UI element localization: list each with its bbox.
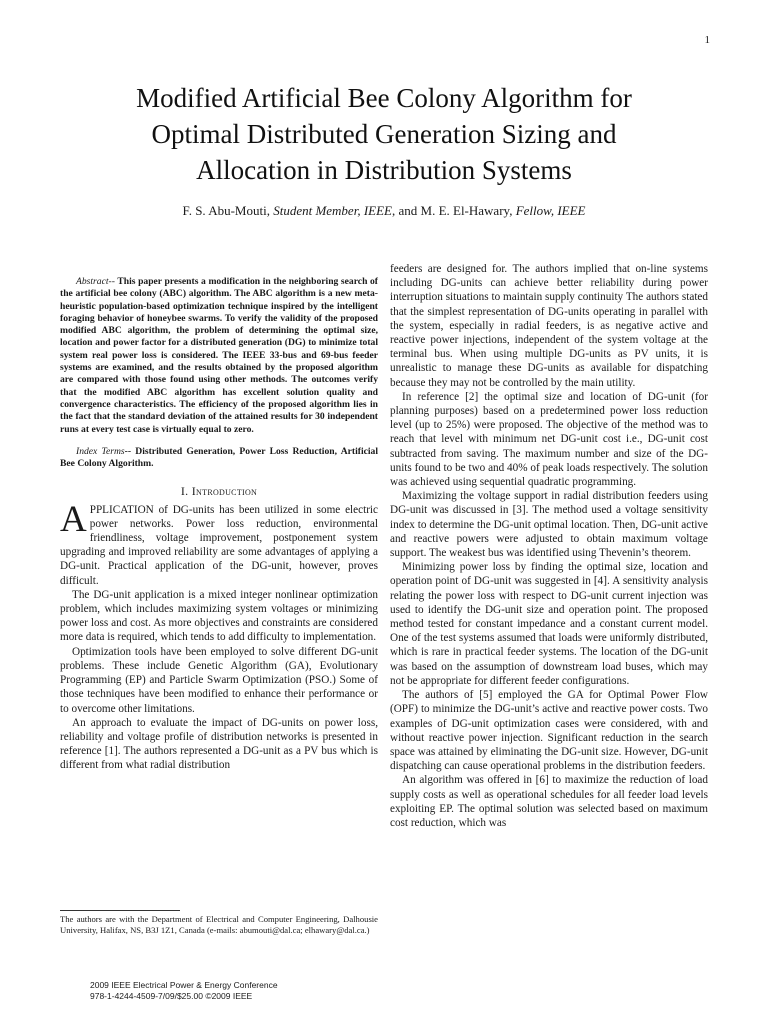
right-paragraph-6: An algorithm was offered in [6] to maximize the reduction of load supply costs as well as operational schedules for all feeder load levels exploiting EP. The optimal solution was selected based on maximum cost reduction, which was <box>390 774 708 829</box>
copyright-line: 978-1-4244-4509-7/09/$25.00 ©2009 IEEE <box>90 991 253 1001</box>
footnote: The authors are with the Department of Electrical and Computer Engineering, Dalhousie University, Halifax, NS, B3J 1Z1, Canada (e-mails: abumouti@dal.ca; elhawary@dal.ca.) <box>60 914 378 935</box>
title-line-3: Allocation in Distribution Systems <box>196 155 572 185</box>
left-column <box>60 276 378 773</box>
right-paragraph-3: Maximizing the voltage support in radial distribution feeders using DG-unit was discussed in [3]. The method used a voltage sensitivity index to determine the DG-unit optimal location. Then, DG-unit active and reactive powers were adjusted to obtain maximum voltage support. The weakest bus was identified using Thevenin’s theorem. <box>390 490 708 560</box>
right-paragraph-5: The authors of [5] employed the GA for Optimal Power Flow (OPF) to minimize the DG-unit’s active and reactive power costs. Two examples of DG-unit optimization cases were considered, with and without reactive power injection. Significant reduction in the search space was attained by eliminating the DG-unit size. However, DG-unit dispatching can cause operational problems in the distribution feeders. <box>390 689 708 773</box>
right-column <box>390 262 708 830</box>
index-terms <box>60 446 378 471</box>
page-number: 1 <box>704 34 710 46</box>
author-joiner: , and M. E. El-Hawary, <box>391 203 513 218</box>
author-1: F. S. Abu-Mouti, <box>182 203 270 218</box>
paper-title <box>60 80 708 188</box>
abstract-text: This paper presents a modification in the neighboring search of the artificial bee colony (ABC) algorithm. The ABC algorithm is a new meta-heuristic population-based optimization technique inspired by the intelligent foraging behavior of honeybee swarms. To verify the validity of the proposed modified ABC algorithm, the problem of determining the optimal size, location and power factor for a distributed generation (DG) to minimize total system real power loss is considered. The IEEE 33-bus and 69-bus feeder systems are examined, and the results obtained by the proposed algorithm are compared with those found using other methods. The outcomes verify that the modified ABC algorithm has excellent solution quality and convergence characteristics. The efficiency of the proposed algorithm lies in the fact that the standard deviation of the attained results for 30 independent runs at every test case is virtually equal to zero. <box>60 276 378 435</box>
intro-paragraph-1 <box>60 498 378 588</box>
title-line-1: Modified Artificial Bee Colony Algorithm for <box>136 83 632 113</box>
index-terms-text: -- Distributed Generation, Power Loss Reduction, Artificial Bee Colony Algorithm. <box>60 445 378 470</box>
right-paragraph-2: In reference [2] the optimal size and location of DG-unit (for planning purposes) based on a predetermined power loss reduction level (up to 25%) were proposed. The objective of the method was to reach that level with minimum net DG-unit cost i.e., DG-unit cost subtracted from saving. The maximum number and size of the DG-units found to be two and 40% of peak loads respectively. The solution was achieved using sequential quadratic programming. <box>390 390 708 489</box>
conference-name: 2009 IEEE Electrical Power & Energy Conference <box>90 980 278 990</box>
conference-info <box>90 980 278 1002</box>
author-2-role: Fellow, IEEE <box>515 203 586 218</box>
section-heading-introduction: I. Introduction <box>180 484 258 499</box>
right-paragraph-1: feeders are designed for. The authors implied that on-line systems including DG-units can achieve better reliability during power interruption situations to maintain supply continuity The authors stated that the simplest representation of DG-units operating in parallel with the system, especially in radial feeders, is as negative active and reactive power injections, independent of the system voltage at the terminal bus. When using multiple DG-units as PV units, it is unrealistic to manage these DG-units as available for dispatching because they may not be controlled by the main utility. <box>390 263 708 389</box>
right-paragraph-4: Minimizing power loss by finding the optimal size, location and operation point of DG-unit was suggested in [4]. A sensitivity analysis relating the power loss with respect to DG-unit current injection was used to identify the DG-unit size and operation point. The proposed method tested for constant impedance and a constant current model. One of the test systems assumed that loads were uniformly distributed, which is rare in practical feeder systems. The location of the DG-unit was based on the assumption of downstream load buses, which may not be appropriate for different feeder configurations. <box>390 561 708 687</box>
author-line <box>60 203 708 219</box>
abstract <box>60 276 378 436</box>
author-1-role: Student Member, IEEE <box>273 203 392 218</box>
intro-paragraph-4: An approach to evaluate the impact of DG-units on power loss, reliability and voltage profile of distribution networks is presented in reference [1]. The authors represented a DG-unit as a PV bus which is different from what radial distribution <box>60 716 378 772</box>
title-line-2: Optimal Distributed Generation Sizing and <box>151 119 617 149</box>
intro-paragraph-2: The DG-unit application is a mixed integer nonlinear optimization problem, which includes maximizing system voltages or minimizing power loss and cost. As more objectives and constraints are considered more data is required, which tends to add difficulty to implementation. <box>60 588 378 644</box>
intro-paragraph-3: Optimization tools have been employed to solve different DG-unit problems. These include Genetic Algorithm (GA), Evolutionary Programming (EP) and Particle Swarm Optimization (PSO.) Some of those techniques have been modified to enhance their performance or to overcome other limitations. <box>60 645 378 715</box>
abstract-label: Abstract-- <box>76 276 115 287</box>
drop-cap: A <box>60 498 87 540</box>
intro-paragraph-1-text: PPLICATION of DG-units has been utilized in some electric power networks. Power loss reduction, environmental friendliness, voltage improvement, postponement system upgrading and improved reliability are some advantages of applying a DG-unit. Practical application of the DG-unit, however, proves difficult. <box>60 503 378 587</box>
footnote-rule <box>60 910 180 911</box>
index-terms-label: Index Terms <box>76 445 125 457</box>
